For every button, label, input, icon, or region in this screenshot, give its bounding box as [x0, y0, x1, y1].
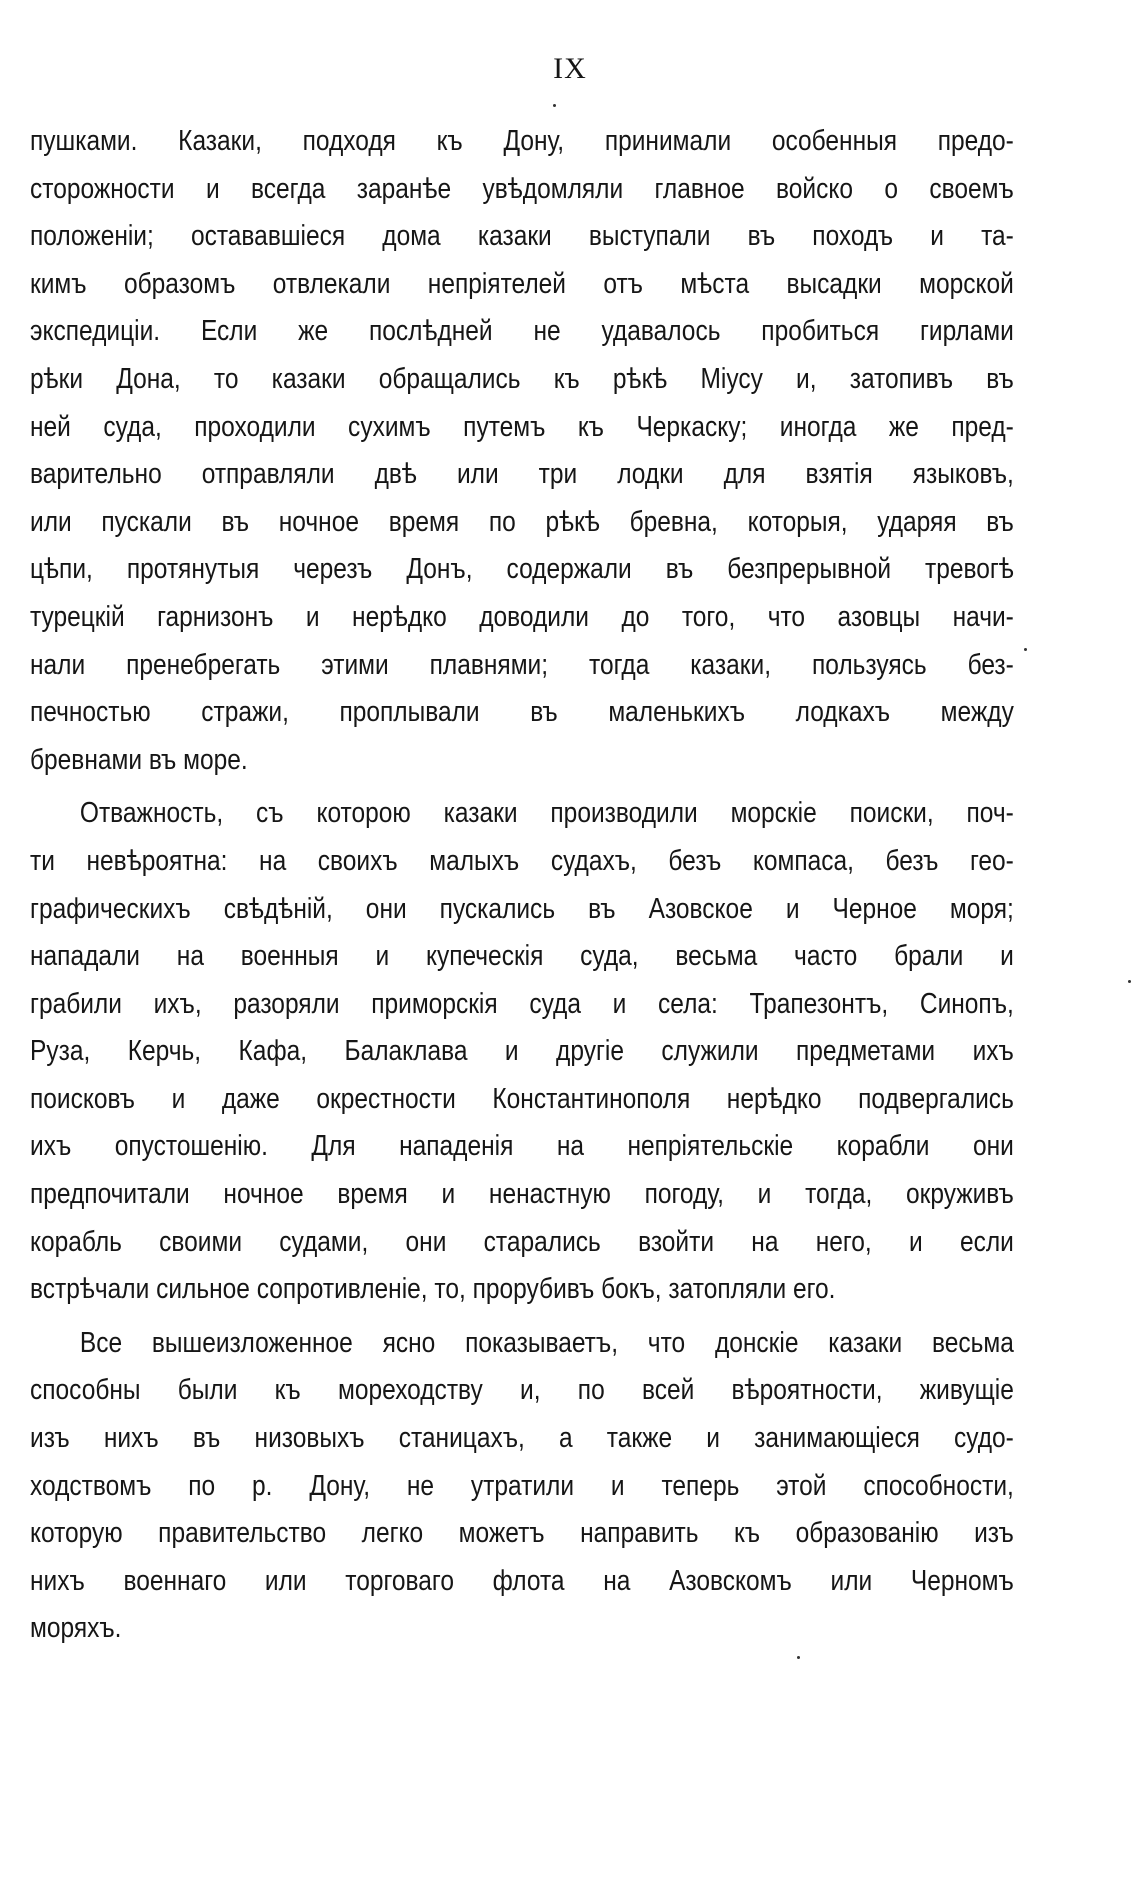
- text-line: Руза, Керчь, Кафа, Балаклава и другіе служили предметами ихъ: [30, 1035, 1014, 1068]
- text-line: положеніи; остававшіеся дома казаки выступали въ походъ и та-: [30, 220, 1014, 253]
- text-line: корабль своими судами, они старались взойти на него, и если: [30, 1225, 1014, 1258]
- text-line: которую правительство легко можетъ направить къ образованію изъ: [30, 1517, 1014, 1550]
- scan-speck: [553, 104, 556, 107]
- text-line: бревнами въ море.: [30, 743, 248, 776]
- paragraph-2: [30, 790, 1014, 1314]
- text-line: ходствомъ по р. Дону, не утратили и теперь этой способности,: [30, 1469, 1014, 1502]
- text-line: варительно отправляли двѣ или три лодки для взятія языковъ,: [30, 458, 1014, 491]
- text-line: экспедиціи. Если же послѣдней не удавалось пробиться гирлами: [30, 315, 1014, 348]
- text-line: ней суда, проходили сухимъ путемъ къ Черкаску; иногда же пред-: [30, 410, 1014, 443]
- text-line: способны были къ мореходству и, по всей вѣроятности, живущіе: [30, 1374, 1014, 1407]
- text-line: графическихъ свѣдѣній, они пускались въ Азовское и Черное моря;: [30, 892, 1014, 925]
- text-line: Все вышеизложенное ясно показываетъ, что донскіе казаки весьма: [79, 1326, 1014, 1359]
- scan-speck: [797, 1656, 800, 1659]
- text-line: рѣки Дона, то казаки обращались къ рѣкѣ Міусу и, затопивъ въ: [30, 362, 1014, 395]
- scan-speck: [1024, 648, 1027, 651]
- text-line: или пускали въ ночное время по рѣкѣ бревна, которыя, ударяя въ: [30, 505, 1014, 538]
- text-line: нападали на военныя и купеческія суда, весьма часто брали и: [30, 940, 1014, 973]
- text-line: пушками. Казаки, подходя къ Дону, принимали особенныя предо-: [30, 125, 1014, 157]
- text-line: цѣпи, протянутыя черезъ Донъ, содержали въ безпрерывной тревогѣ: [30, 553, 1014, 586]
- text-line: встрѣчали сильное сопротивленіе, то, прорубивъ бокъ, затопляли его.: [30, 1273, 836, 1306]
- text-line: предпочитали ночное время и ненастную погоду, и тогда, окруживъ: [30, 1178, 1014, 1211]
- text-line: турецкій гарнизонъ и нерѣдко доводили до того, что азовцы начи-: [30, 600, 1014, 633]
- text-line: сторожности и всегда заранѣе увѣдомляли главное войско о своемъ: [30, 172, 1014, 205]
- text-line: грабили ихъ, разоряли приморскія суда и села: Трапезонтъ, Синопъ,: [30, 987, 1014, 1020]
- text-line: кимъ образомъ отвлекали непріятелей отъ мѣста высадки морской: [30, 267, 1014, 300]
- page-number: IX: [553, 52, 587, 85]
- text-line: нихъ военнаго или торговаго флота на Азовскомъ или Черномъ: [30, 1564, 1014, 1597]
- text-line: ти невѣроятна: на своихъ малыхъ судахъ, безъ компаса, безъ гео-: [30, 844, 1014, 877]
- text-line: поисковъ и даже окрестности Константинополя нерѣдко подвергались: [30, 1082, 1014, 1115]
- text-line: моряхъ.: [30, 1612, 122, 1645]
- text-line: печностью стражи, проплывали въ маленькихъ лодкахъ между: [30, 696, 1014, 729]
- text-line: нали пренебрегать этими плавнями; тогда казаки, пользуясь без-: [30, 648, 1014, 681]
- body-text: [30, 118, 1014, 1653]
- text-line: ихъ опустошенію. Для нападенія на непріятельскіе корабли они: [30, 1130, 1014, 1163]
- scan-speck: [1128, 980, 1131, 983]
- text-line: Отважность, съ которою казаки производили морскіе поиски, поч-: [79, 797, 1014, 830]
- paragraph-1: [30, 118, 1014, 784]
- paragraph-3: [30, 1320, 1014, 1653]
- text-line: изъ нихъ въ низовыхъ станицахъ, а также и занимающіеся судо-: [30, 1422, 1014, 1455]
